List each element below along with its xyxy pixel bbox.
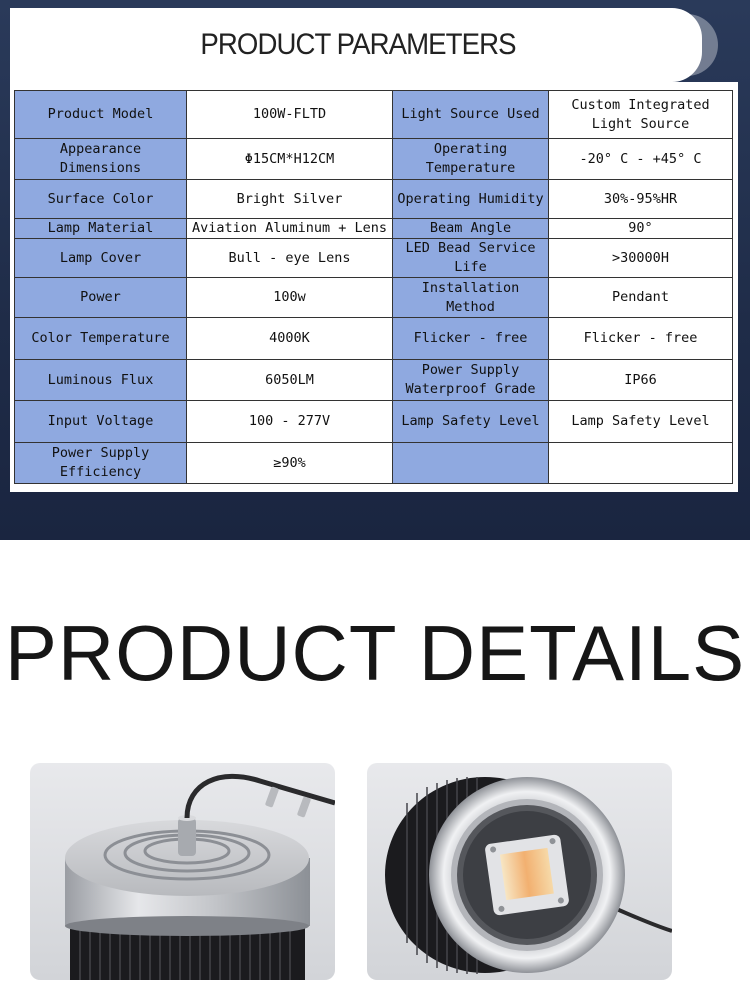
parameters-table	[14, 90, 733, 484]
table-row	[15, 318, 733, 360]
param-label: Operating Humidity	[393, 180, 549, 219]
param-label: Surface Color	[15, 180, 187, 219]
details-title: PRODUCT DETAILS	[4, 609, 746, 697]
param-value: ≥90%	[187, 443, 393, 484]
lamp-top-view-photo	[30, 763, 335, 980]
param-label: Product Model	[15, 91, 187, 139]
param-value: 4000K	[187, 318, 393, 360]
param-label: Lamp Cover	[15, 239, 187, 278]
table-row	[15, 91, 733, 139]
param-label: Lamp Safety Level	[393, 401, 549, 443]
param-label: Operating Temperature	[393, 139, 549, 180]
param-label	[393, 443, 549, 484]
param-label: LED Bead Service Life	[393, 239, 549, 278]
param-label: Appearance Dimensions	[15, 139, 187, 180]
param-value: 100W-FLTD	[187, 91, 393, 139]
param-label: Light Source Used	[393, 91, 549, 139]
table-row	[15, 278, 733, 318]
table-row	[15, 139, 733, 180]
table-row	[15, 360, 733, 401]
param-label: Power Supply Efficiency	[15, 443, 187, 484]
param-value: Pendant	[549, 278, 733, 318]
param-value: -20° C - +45° C	[549, 139, 733, 180]
param-value: 100w	[187, 278, 393, 318]
param-label: Lamp Material	[15, 219, 187, 239]
param-label: Power	[15, 278, 187, 318]
param-value: 6050LM	[187, 360, 393, 401]
param-value: Aviation Aluminum + Lens	[187, 219, 393, 239]
table-row	[15, 443, 733, 484]
table-row	[15, 239, 733, 278]
lamp-front-led-photo	[367, 763, 672, 980]
param-value: Bright Silver	[187, 180, 393, 219]
param-value: >30000H	[549, 239, 733, 278]
param-label: Flicker - free	[393, 318, 549, 360]
param-label: Luminous Flux	[15, 360, 187, 401]
param-value: 30%-95%HR	[549, 180, 733, 219]
param-value: Custom Integrated Light Source	[549, 91, 733, 139]
param-label: Installation Method	[393, 278, 549, 318]
param-value: Flicker - free	[549, 318, 733, 360]
param-value: 100 - 277V	[187, 401, 393, 443]
table-row	[15, 180, 733, 219]
table-row	[15, 219, 733, 239]
param-label: Color Temperature	[15, 318, 187, 360]
parameters-table-panel	[10, 82, 738, 492]
param-label: Power Supply Waterproof Grade	[393, 360, 549, 401]
param-value: Φ15CM*H12CM	[187, 139, 393, 180]
parameters-title: PRODUCT PARAMETERS	[200, 28, 516, 61]
param-value: IP66	[549, 360, 733, 401]
table-row	[15, 401, 733, 443]
param-label: Input Voltage	[15, 401, 187, 443]
param-value: Bull - eye Lens	[187, 239, 393, 278]
param-label: Beam Angle	[393, 219, 549, 239]
param-value: 90°	[549, 219, 733, 239]
param-value: Lamp Safety Level	[549, 401, 733, 443]
param-value	[549, 443, 733, 484]
